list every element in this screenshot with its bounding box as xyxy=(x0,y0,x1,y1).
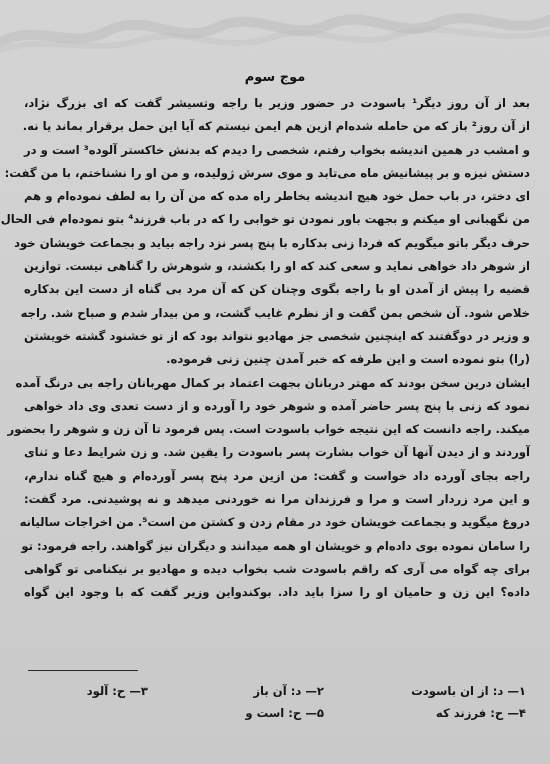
text-line: دروغ میگوید و بجماعت خویشان خود در مقام زدن و کشتن من است⁵. من اخراجات سالیانه xyxy=(19,515,530,530)
text-line: و وزیر در دوگفتند که اینچنین شخصی جز مهادیو نتواند بود که از تو خشنود گشته خویشتن xyxy=(24,328,530,343)
footnote-5: ۵— ح: است و xyxy=(245,706,324,720)
text-line: آوردند و از دیدن آنها آن خواب بشارت پسر باسودت را یقین شد. و زن شرایط دعا و ثنای xyxy=(24,445,530,460)
text-line: ایشان درین سخن بودند که مهتر دربانان بجهت اعتماد بر کمال مهربانان راجه بی درنگ آمده xyxy=(15,375,530,390)
footnote-4: ۴— ح: فرزند که xyxy=(435,706,526,720)
footnote-3: ۳— ح: آلود xyxy=(86,684,148,698)
text-line: از آن روز² باز که من حامله شده‌ام ازین هم ایمن نیستم که آیا این حمل برقرار بماند یا نه. xyxy=(22,119,530,134)
text-line: دستش نیزه و بر پیشانیش ماه می‌تابد و موی سرش ژولیده، و من او را نشناختم، با من گفت: xyxy=(4,165,530,180)
body-text xyxy=(0,92,530,605)
text-line: را سامان نموده بوی داده‌ام و خویشان او همه میدانند و دیگران نیز گواهند. راجه فرمود: تو xyxy=(21,538,530,553)
footnote-rule xyxy=(28,670,138,671)
text-line: بعد از آن روز دیگر¹ باسودت در حضور وزیر با راجه وتسیشر گفت که ای بزرگ نژاد، xyxy=(24,96,530,110)
text-line: حرف دیگر باتو میگویم که فردا زنی بدکاره با پنج پسر نزد راجه بیاید و بجماعت خویشان خود xyxy=(14,235,530,250)
text-line: قضیه را پیش از آمدن او با راجه بگوی وچنان کن که آن مرد بی گناه از دست این بدکاره xyxy=(24,282,530,297)
text-line: داده؟ این زن و حامیان او را سزا باید داد. بوکندواین وزیر گفت که با وجود این گواه xyxy=(24,585,530,600)
text-line: من نگهبانی او میکنم و بجهت باور نمودن تو خوابی را که در باب فرزند⁴ بتو نموده‌ام فی الحال xyxy=(0,212,530,227)
text-line: و این مرد زردار است و مرا و فرزندان مرا نه خوردنی میدهد و نه پوشیدنی. مرد گفت: xyxy=(24,492,530,507)
text-line: برای چه گواه می آری که راقم باسودت شب بخواب دیده و مهادیو بر نیکنامی تو گواهی xyxy=(24,561,530,576)
footnote-1: ۱— د: از ان باسودت xyxy=(411,684,526,698)
text-line: راجه بجای آورده داد خواست و گفت: من ازین مرد پنج پسر آورده‌ام و هیچ گناه ندارم، xyxy=(24,468,530,483)
section-heading: موج سوم xyxy=(244,70,306,85)
text-line: از شوهر داد خواهی نماید و سعی کند که او را بکشند، و شوهرش را گناهی نیست. توازین xyxy=(24,259,530,274)
text-line: ای دختر، در باب حمل خود هیچ اندیشه بخاطر راه مده که من آن را به لطف نموده‌ام و هم xyxy=(24,189,530,204)
text-line: (را) بتو نموده است و این طرفه که خبر آمدن چنین زنی فرموده. xyxy=(166,352,530,367)
text-line: نمود که زنی با پنج پسر حاضر آمده و شوهر خود را آورده و از دست تعدی وی داد خواهی xyxy=(24,398,530,413)
wave-ornament xyxy=(0,4,550,58)
footnote-2: ۲— د: آن باز xyxy=(253,684,324,698)
text-line: میکند. راجه دانست که این نتیجه خواب باسودت است. پس فرمود تا آن زن و شوهر را بحضور xyxy=(7,422,530,437)
text-line: و امشب در همین اندیشه بخواب رفتم، شخصی را دیدم که بدنش خاکستر آلوده³ است و در xyxy=(24,142,530,157)
text-line: خلاص شود. آن شخص بمن گفت و از نظرم غایب گشت، و من بیدار شدم و صباح شد. راجه xyxy=(20,305,530,320)
